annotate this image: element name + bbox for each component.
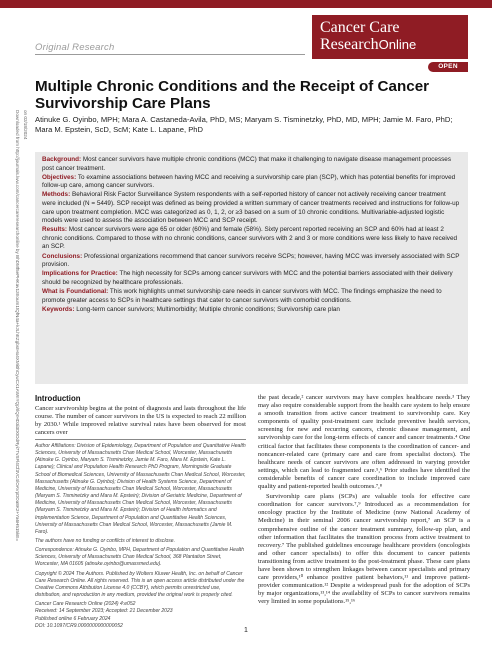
article-title: Multiple Chronic Conditions and the Receipt of Cancer Survivorship Care Plans <box>35 78 430 112</box>
abstract-label: Methods: <box>42 191 71 199</box>
abstract-label: Conclusions: <box>42 252 83 260</box>
section-heading-introduction: Introduction <box>35 394 81 403</box>
abstract-background <box>42 156 461 173</box>
abstract-results <box>42 226 461 252</box>
author-list: Atinuke G. Oyinbo, MPH; Mara A. Castaneda-Avila, PhD, MS; Maryam S. Tisminetzky, PhD, MD, MPH; Jamie M. Faro, PhD; Mara M. Epstein, ScD, ScM; Kate L. Lapane, PhD <box>35 115 453 134</box>
abstract-text: Long-term cancer survivors; Multimorbidity; Multiple chronic conditions; Survivorship care plan <box>76 305 340 313</box>
open-access-badge: OPEN <box>428 62 468 72</box>
abstract-label: Background: <box>42 156 82 163</box>
abstract-label: Implications for Practice: <box>42 270 118 278</box>
abstract-label: Results: <box>42 226 68 234</box>
download-note: Downloaded from http://journals.lww.com/cancercareresearchonline by BhDMf5ePHKav1zEoum1tQfN4a+kJLhEZgbsIHo4XMi0hCywCX1AWnYQp/IlQrHD3i3D0OdRyi7TvSFl4Cf3VC4/OAVpDDa8K2+Ya6H515kE= <box>15 110 20 542</box>
abstract-text: To examine associations between having MCC and receiving a survivorship care plan (SCP), which has potential benefits for improved follow-up care, among cancer survivors. <box>42 173 456 190</box>
page-number: 1 <box>244 627 248 634</box>
journal-name-online: Online <box>378 37 417 52</box>
journal-name-research: Research <box>320 36 379 53</box>
left-column <box>35 394 246 630</box>
abstract-label: Keywords: <box>42 305 75 313</box>
header-rule <box>35 54 305 55</box>
abstract-text: The high necessity for SCPs among cancer survivors with MCC and the potential barriers associated with their delivery should be recognized by healthcare professionals. <box>42 270 453 286</box>
journal-name-line2 <box>320 36 468 53</box>
published-date: Published online 6 February 2024 <box>35 615 111 622</box>
abstract-text: Professional organizations recommend that cancer survivors receive SCPs; however, having MCC was inversely associated with SCP provision. <box>42 252 460 269</box>
abstract-methods <box>42 191 461 225</box>
abstract-text: Most cancer survivors were age 65 or older (60%) and female (58%). Sixty percent reported receiving an SCP and 60% had at least 2 chronic conditions. Compared to those with no chronic conditions, cancer survivors with 2 and 3 or more conditions were less likely to have received an SCP. <box>42 226 458 251</box>
author-affiliations: Author Affiliations: Division of Epidemiology, Department of Population and Quantitative Health Sciences, University of Massachusetts Chan Medical School, Worcester, Massachusetts (Atinuke G. Oyinbo, Maryam S. Tisminetzky, Jamie M. Faro, Mara M. Epstein, Kate L. Lapane); Clinical and Population Health Research PhD Program, Morningside Graduate School of Biomedical Sciences, University of Massachusetts Chan Medical School, Worcester, Massachusetts (Atinuke G. Oyinbo); Division of Health Systems Science, Department of Medicine, University of Massachusetts Chan Medical School, Worcester, Massachusetts (Maryam S. Tisminetzky and Mara M. Epstein); Division of Geriatric Medicine, Department of Medicine, University of Massachusetts Chan Medical School, Worcester, Massachusetts (Maryam S. Tisminetzky and Mara M. Epstein); Division of Health Informatics and Implementation Science, Department of Population and Quantitative Health Sciences, University of Massachusetts Chan Medical School, Worcester, Massachusetts (Jamie M. Faro). <box>35 442 246 535</box>
abstract-text: Behavioral Risk Factor Surveillance System respondents with a self-reported history of cancer not actively receiving cancer treatment were included (N = 5449). SCP receipt was defined as being provided a written summary of cancer treatments received and instructions for follow-up care upon treatment completion. MCC was categorized as 0, 1, 2, or ≥3 based on a sum of 10 chronic conditions. Multivariable-adjusted logistic models were used to assess the association between MCC and SCP receipt. <box>42 191 460 225</box>
abstract-objectives <box>42 174 461 191</box>
doi: DOI: 10.1097/CR9.0000000000000052 <box>35 622 123 629</box>
abstract-implications <box>42 270 461 287</box>
abstract-foundational <box>42 288 461 305</box>
abstract-keywords <box>42 306 461 315</box>
abstract-label: Objectives: <box>42 173 77 181</box>
section-label: Original Research <box>35 42 115 53</box>
abstract-box <box>35 152 468 384</box>
abstract-conclusions <box>42 253 461 270</box>
copyright-notice: Copyright © 2024 The Authors. Published by Wolters Kluwer Health, Inc. on behalf of Cancer Care Research Online. All rights reserved. This is an open access article distributed under the Creative Commons Attribution License 4.0 (CCBY), which permits unrestricted use, distribution, and reproduction in any medium, provided the original work is properly cited. <box>35 570 245 599</box>
conflict-statement: The authors have no funding or conflicts of interest to disclose. <box>35 538 175 544</box>
journal-logo <box>312 15 468 59</box>
intro-paragraph: Cancer survivorship begins at the point of diagnosis and lasts throughout the life course. The number of cancer survivors in the US is expected to reach 22 million by 2030.¹ While improved relative survival rates have been observed for most cancers over <box>35 405 246 437</box>
download-date: on 02/18/2024 <box>23 110 28 140</box>
abstract-text: Most cancer survivors have multiple chronic conditions (MCC) that make it challenging to navigate disease management processes post cancer treatment. <box>42 156 452 172</box>
abstract-label: What is Foundational: <box>42 287 109 295</box>
affiliations-rule <box>35 439 246 440</box>
correspondence: Correspondence: Atinuke G. Oyinbo, MPH, Department of Population and Quantitative Health Sciences, University of Massachusetts Chan Medical School, 368 Plantation Street, Worcester, MA 01605 (atinuke.oyinbo@umassmed.edu). <box>35 547 245 568</box>
header-top-bar <box>0 0 492 8</box>
body-paragraph: Survivorship care plans (SCPs) are valuable tools for effective care coordination for cancer survivors.⁷,⁹ Introduced as a recommendation for oncology practice by the Institute of Medicine (now National Academy of Medicine) in their seminal 2006 cancer survivorship report,⁷ an SCP is a comprehensive outline of the cancer treatment summary, follow-up plan, and other information that facilitates the transition process from active treatment to recovery.⁷ The published guidelines encourage healthcare providers (oncologists and other cancer specialists) to offer this document to cancer patients transitioning from active treatment to the post-treatment phase. These care plans have been shown to strengthen linkages between cancer specialists and primary care providers,¹⁰ enhance positive patient behaviors,¹¹ and improve patient-provider communication.¹² Despite a widespread push for the adoption of SCPs by major organizations,¹³,¹⁴ the availability of SCPs to cancer survivors remains very limited in some populations.¹⁵,¹⁶ <box>258 493 470 606</box>
body-paragraph: the past decade,² cancer survivors may have complex healthcare needs.³ They may also require considerable support from the health care system to help ensure a smooth transition from active cancer treatment to survivorship care. Key components of quality post-treatment care include preventive health services, screening for new and recurring cancers, chronic disease management, and survivorship care for the long-term effects of cancer and cancer treatments.⁴ One critical factor that facilitates these components is the coordination of cancer- and noncancer-related care (primary care and care from specialist doctors). The healthcare needs of cancer survivors are often addressed in varying provider settings, which can lead to fragmented care.⁵,⁶ Prior studies have identified the considerable benefits of cancer care coordination to include improved care quality and patient-reported health outcomes.⁷,⁸ <box>258 394 470 491</box>
journal-name-line1: Cancer Care <box>320 19 400 36</box>
right-column <box>258 394 470 608</box>
citation-line: Cancer Care Research Online (2024) 4:e052 <box>35 601 136 608</box>
received-dates: Received: 14 September 2023; Accepted: 21 December 2023 <box>35 608 173 615</box>
abstract-text: This work highlights unmet survivorship care needs in cancer survivors with MCC. The findings emphasize the need to promote greater access to SCPs in healthcare settings that cater to cancer survivors with comorbid conditions. <box>42 287 442 304</box>
